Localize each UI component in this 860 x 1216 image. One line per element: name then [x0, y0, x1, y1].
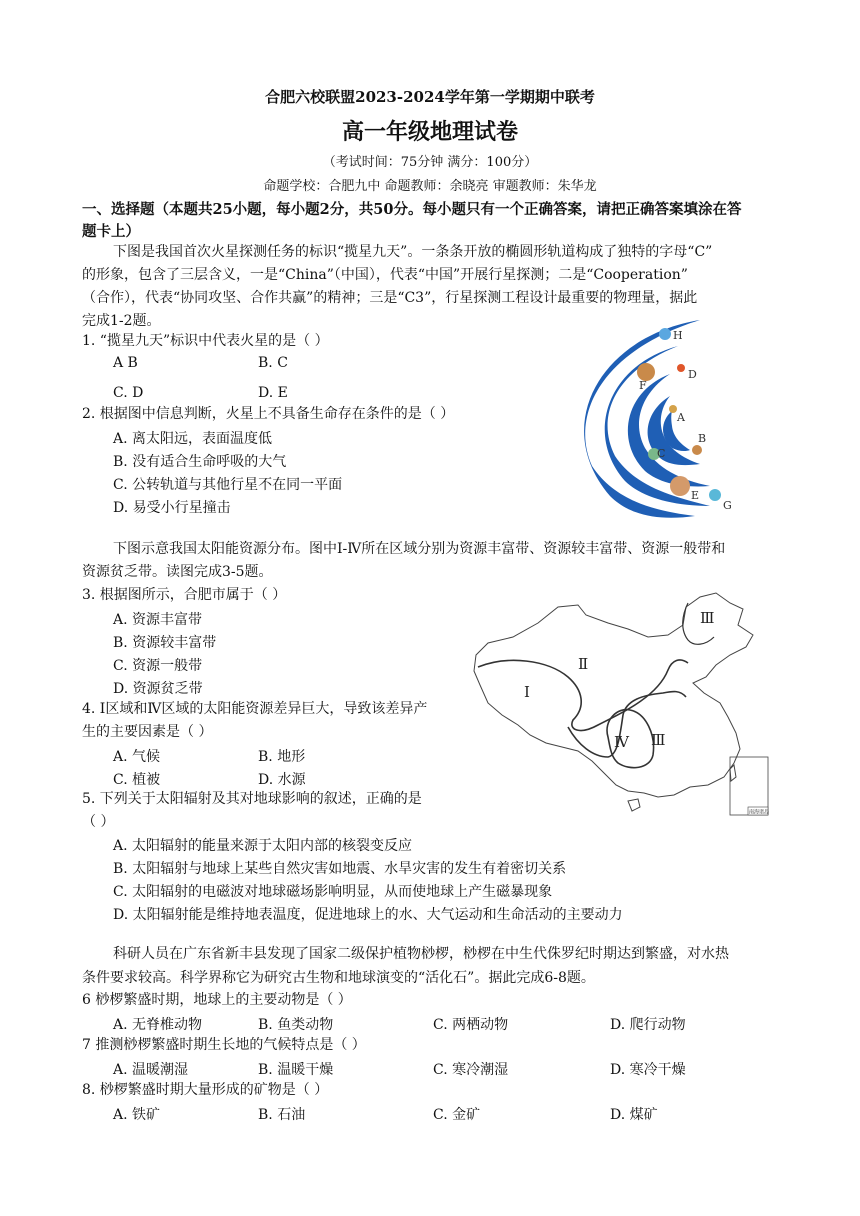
passage1-line2: 的形象，包含了三层含义，一是“China”（中国），代表“中国”开展行星探测；二是“Cooperation” [82, 267, 688, 283]
map-label-zone-iii-ne: Ⅲ [700, 609, 715, 627]
taiwan-island [730, 765, 736, 781]
q4-option-a: A. 气候 [113, 749, 161, 765]
map-label-zone-i: Ⅰ [524, 683, 530, 701]
q3-option-a: A. 资源丰富带 [113, 612, 203, 628]
logo-label-a: A [677, 411, 685, 424]
authors: 命题学校：合肥九中 命题教师：余晓亮 审题教师：朱华龙 [263, 179, 597, 194]
question-5-stem-cont: （ ） [82, 814, 115, 830]
map-label-zone-ii: Ⅱ [578, 655, 589, 673]
logo-label-d: D [688, 368, 697, 381]
logo-label-f: F [639, 379, 647, 392]
q1-option-d: D. E [258, 385, 288, 401]
q7-option-a: A. 温暖潮湿 [113, 1062, 189, 1078]
question-8-stem: 8. 桫椤繁盛时期大量形成的矿物是（ ） [82, 1082, 329, 1098]
mars-mission-logo [560, 316, 760, 521]
q1-option-b: B. C [258, 355, 288, 371]
logo-label-b: B [698, 432, 707, 445]
planet-g [709, 489, 721, 501]
passage3-line1: 科研人员在广东省新丰县发现了国家二级保护植物桫椤，桫椤在中生代侏罗纪时期达到繁盛，对水热 [113, 946, 729, 962]
planet-h [659, 328, 671, 340]
q2-option-d: D. 易受小行星撞击 [113, 500, 231, 516]
q5-option-b: B. 太阳辐射与地球上某些自然灾害如地震、水旱灾害的发生有着密切关系 [113, 861, 567, 877]
question-7-stem: 7 推测桫椤繁盛时期生长地的气候特点是（ ） [82, 1037, 366, 1053]
inset-label: 南海诸岛 [749, 809, 770, 816]
planet-b [692, 445, 702, 455]
exam-title: 合肥六校联盟2023-2024学年第一学期期中联考 [265, 88, 595, 106]
passage1-line1: 下图是我国首次火星探测任务的标识“揽星九天”。一条条开放的椭圆形轨道构成了独特的字母“C” [113, 244, 713, 260]
question-1-stem: 1. “揽星九天”标识中代表火星的是（ ） [82, 333, 329, 349]
q5-option-c: C. 太阳辐射的电磁波对地球磁场影响明显，从而使地球上产生磁暴现象 [113, 884, 553, 900]
q6-option-a: A. 无脊椎动物 [113, 1017, 203, 1033]
passage2-line1: 下图示意我国太阳能资源分布。图中Ⅰ-Ⅳ所在区域分别为资源丰富带、资源较丰富带、资源一般带和 [113, 541, 726, 557]
q7-option-d: D. 寒冷干燥 [610, 1062, 686, 1078]
section-heading-cont: 题卡上） [82, 223, 140, 240]
q8-option-c: C. 金矿 [433, 1107, 481, 1123]
planet-a [669, 405, 677, 413]
q1-option-a: A B [113, 355, 138, 371]
china-solar-map [468, 585, 780, 823]
q2-option-a: A. 离太阳远，表面温度低 [113, 431, 273, 447]
q8-option-b: B. 石油 [258, 1107, 306, 1123]
question-3-stem: 3. 根据图所示，合肥市属于（ ） [82, 587, 287, 603]
passage1-line4: 完成1-2题。 [82, 313, 161, 329]
hainan-island [628, 799, 640, 811]
section-heading: 一、选择题（本题共25小题，每小题2分，共50分。每小题只有一个正确答案，请把正确答案填涂在答 [82, 201, 742, 218]
q4-option-d: D. 水源 [258, 772, 306, 788]
q8-option-d: D. 煤矿 [610, 1107, 658, 1123]
logo-label-g: G [723, 499, 732, 512]
q5-option-a: A. 太阳辐射的能量来源于太阳内部的核裂变反应 [113, 838, 413, 854]
q6-option-d: D. 爬行动物 [610, 1017, 686, 1033]
q5-option-d: D. 太阳辐射能是维持地表温度，促进地球上的水、大气运动和生命活动的主要动力 [113, 907, 623, 923]
paper-title: 高一年级地理试卷 [341, 119, 518, 145]
q2-option-b: B. 没有适合生命呼吸的大气 [113, 454, 287, 470]
time-score: （考试时间：75分钟 满分：100分） [322, 155, 538, 170]
q7-option-b: B. 温暖干燥 [258, 1062, 334, 1078]
q6-option-c: C. 两栖动物 [433, 1017, 509, 1033]
planet-d [677, 364, 685, 372]
planet-e [670, 476, 690, 496]
q1-option-c: C. D [113, 385, 144, 401]
q2-option-c: C. 公转轨道与其他行星不在同一平面 [113, 477, 343, 493]
logo-label-h: H [673, 329, 683, 342]
question-4-stem: 4. Ⅰ区域和Ⅳ区域的太阳能资源差异巨大，导致该差异产 [82, 701, 428, 717]
q3-option-b: B. 资源较丰富带 [113, 635, 217, 651]
q6-option-b: B. 鱼类动物 [258, 1017, 334, 1033]
logo-label-c: C [657, 447, 666, 460]
q8-option-a: A. 铁矿 [113, 1107, 161, 1123]
q3-option-d: D. 资源贫乏带 [113, 681, 203, 697]
question-4-stem-cont: 生的主要因素是（ ） [82, 724, 213, 740]
q3-option-c: C. 资源一般带 [113, 658, 203, 674]
q7-option-c: C. 寒冷潮湿 [433, 1062, 509, 1078]
q4-option-b: B. 地形 [258, 749, 306, 765]
map-label-zone-iv: Ⅳ [614, 733, 629, 751]
passage2-line2: 资源贫乏带。读图完成3-5题。 [82, 564, 273, 580]
passage1-line3: （合作），代表“协同攻坚、合作共赢”的精神；三是“C3”，行星探测工程设计最重要的物理量，据此 [82, 290, 698, 306]
map-label-zone-iii-se: Ⅲ [651, 731, 666, 749]
passage3-line2: 条件要求较高。科学界称它为研究古生物和地球演变的“活化石”。据此完成6-8题。 [82, 970, 595, 986]
question-5-stem: 5. 下列关于太阳辐射及其对地球影响的叙述，正确的是 [82, 791, 422, 807]
question-6-stem: 6 桫椤繁盛时期，地球上的主要动物是（ ） [82, 992, 352, 1008]
question-2-stem: 2. 根据图中信息判断，火星上不具备生命存在条件的是（ ） [82, 406, 455, 422]
logo-label-e: E [691, 489, 700, 502]
q4-option-c: C. 植被 [113, 772, 161, 788]
inset-map-frame [730, 757, 768, 815]
